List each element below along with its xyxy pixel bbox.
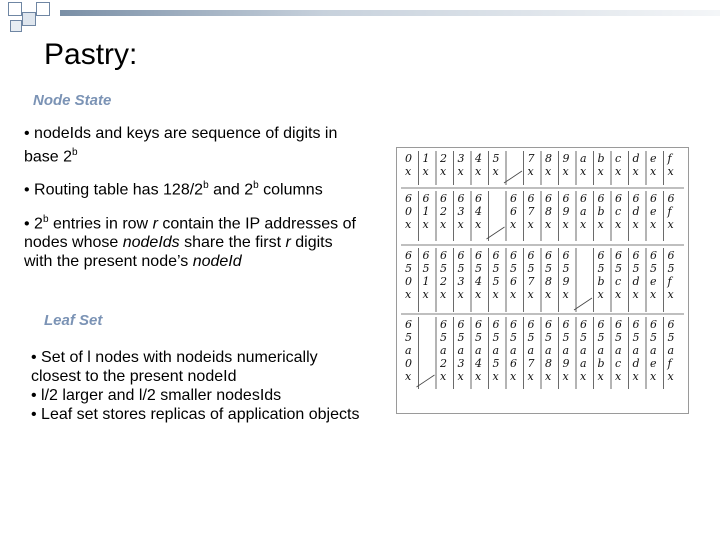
routing-table-digit: x: [422, 165, 429, 178]
routing-table-digit: 6: [475, 192, 482, 205]
decor-square: [8, 2, 22, 16]
routing-table-digit: 5: [597, 331, 605, 344]
routing-table-digit: a: [580, 152, 587, 165]
routing-table-digit: 6: [527, 318, 535, 331]
decor-square: [22, 12, 36, 26]
italic-text: nodeIds: [122, 234, 180, 252]
routing-table-digit: 6: [475, 318, 482, 331]
routing-table-digit: 5: [545, 331, 552, 344]
routing-table-digit: 1: [422, 205, 430, 218]
routing-table-digit: 6: [562, 192, 570, 205]
routing-table-digit: f: [667, 205, 672, 218]
leaf-set-bullet-1: • Set of l nodes with nodeids numerically closest to the present nodeId: [31, 349, 318, 385]
routing-table-digit: 6: [405, 318, 412, 331]
routing-table-digit: 6: [597, 318, 605, 331]
node-state-bullet-3: [24, 210, 362, 271]
routing-table-digit: b: [597, 152, 605, 165]
routing-table-digit: 2: [440, 357, 447, 370]
routing-table-digit: f: [667, 275, 672, 288]
routing-table-digit: 5: [597, 262, 605, 275]
leaf-set-bullet-2: • l/2 larger and l/2 smaller nodesIds: [31, 387, 282, 404]
routing-table-digit: 6: [650, 249, 657, 262]
routing-table-digit: 0: [405, 205, 412, 218]
routing-table-digit: 6: [422, 192, 430, 205]
routing-table-digit: 6: [510, 205, 517, 218]
routing-table-digit: x: [650, 218, 657, 231]
routing-table-digit: a: [650, 344, 657, 357]
routing-table-digit: a: [510, 344, 517, 357]
routing-table-digit: 6: [580, 192, 587, 205]
routing-table-digit: x: [667, 165, 674, 178]
routing-table-digit: x: [580, 165, 587, 178]
routing-table-digit: 6: [510, 357, 517, 370]
routing-table-digit: 6: [650, 192, 657, 205]
routing-table-digit: d: [632, 357, 640, 370]
routing-table-digit: a: [405, 344, 412, 357]
routing-table-digit: x: [440, 288, 447, 301]
routing-table-digit: x: [527, 370, 534, 383]
routing-table-digit: a: [475, 344, 482, 357]
routing-table-digit: 7: [527, 205, 535, 218]
routing-table-digit: 6: [562, 318, 570, 331]
routing-table-digit: 6: [545, 249, 552, 262]
routing-table-digit: x: [527, 218, 534, 231]
routing-table-digit: 5: [667, 331, 675, 344]
routing-table-digit: 7: [527, 275, 535, 288]
routing-table-digit: x: [667, 218, 674, 231]
routing-table-digit: 6: [527, 249, 535, 262]
node-state-bullet-1: [24, 124, 364, 166]
routing-table-digit: 5: [475, 262, 482, 275]
routing-table-digit: 5: [457, 262, 465, 275]
routing-table-digit: 6: [545, 192, 552, 205]
routing-table-digit: x: [597, 165, 604, 178]
routing-table-digit: 5: [527, 331, 535, 344]
routing-table-digit: a: [545, 344, 552, 357]
routing-table-digit: 6: [492, 249, 500, 262]
routing-table-digit: 5: [562, 331, 570, 344]
leaf-set-heading: Leaf Set: [44, 312, 103, 329]
routing-table-digit: a: [580, 205, 587, 218]
routing-table-digit: x: [457, 218, 464, 231]
routing-table-digit: 5: [492, 152, 500, 165]
superscript: b: [253, 180, 259, 191]
routing-table-digit: x: [440, 218, 447, 231]
leaf-set-bullets: [31, 348, 361, 424]
routing-table-digit: x: [632, 165, 639, 178]
routing-table-digit: 5: [492, 357, 500, 370]
routing-table-digit: 6: [440, 318, 447, 331]
routing-table-digit: x: [422, 218, 429, 231]
routing-table-digit: 8: [545, 205, 552, 218]
routing-table-digit: x: [527, 288, 534, 301]
routing-table-digit: 5: [615, 262, 622, 275]
routing-table-digit: x: [615, 370, 622, 383]
routing-table-digit: 6: [510, 249, 517, 262]
routing-table-figure: [396, 147, 689, 414]
routing-table-digit: x: [650, 288, 657, 301]
routing-table-digit: 5: [615, 331, 622, 344]
routing-table-digit: 6: [650, 318, 657, 331]
routing-table-digit: c: [615, 357, 622, 370]
routing-table-digit: 9: [562, 152, 570, 165]
routing-table-digit: x: [615, 218, 622, 231]
bullet-text: • 2: [24, 215, 43, 233]
routing-table-digit: 2: [440, 275, 447, 288]
routing-table-digit: a: [580, 344, 587, 357]
routing-table-digit: x: [510, 218, 517, 231]
routing-table-digit: 7: [527, 152, 535, 165]
italic-text: nodeId: [192, 253, 242, 271]
routing-table-digit: d: [632, 152, 640, 165]
routing-table-digit: 5: [650, 331, 657, 344]
routing-table-digit: x: [440, 370, 447, 383]
routing-table-digit: 1: [422, 275, 430, 288]
routing-table-digit: 6: [457, 318, 465, 331]
bullet-text: columns: [258, 181, 323, 199]
routing-table-digit: 6: [615, 318, 622, 331]
routing-table-digit: 2: [440, 152, 447, 165]
routing-table-digit: x: [667, 288, 674, 301]
routing-table-digit: 6: [667, 318, 675, 331]
routing-table-digit: e: [650, 205, 657, 218]
routing-table-digit: x: [475, 165, 482, 178]
routing-table-digit: 5: [632, 331, 640, 344]
bullet-text: • Routing table has 128/2: [24, 181, 204, 199]
routing-table-digit: 6: [405, 192, 412, 205]
routing-table-digit: 6: [615, 249, 622, 262]
routing-table-digit: 6: [562, 249, 570, 262]
routing-table-digit: x: [457, 370, 464, 383]
own-digit-marker: [417, 375, 435, 387]
routing-table-digit: c: [615, 152, 622, 165]
routing-table-digit: x: [650, 165, 657, 178]
routing-table-digit: x: [405, 370, 412, 383]
routing-table-digit: 5: [422, 262, 430, 275]
routing-table-digit: 3: [457, 275, 465, 288]
routing-table-digit: e: [650, 152, 657, 165]
routing-table-digit: 5: [545, 262, 552, 275]
routing-table-digit: x: [475, 370, 482, 383]
bullet-text: entries in row: [48, 215, 153, 233]
routing-table-digit: 6: [510, 318, 517, 331]
leaf-set-bullet-3: • Leaf set stores replicas of application objects: [31, 406, 360, 423]
routing-table-digit: 0: [405, 275, 412, 288]
routing-table-digit: x: [580, 218, 587, 231]
routing-table-digit: 7: [527, 357, 535, 370]
own-digit-marker: [574, 298, 592, 310]
routing-table: [397, 148, 688, 413]
routing-table-digit: 5: [510, 331, 517, 344]
routing-table-digit: 6: [440, 192, 447, 205]
routing-table-digit: 3: [457, 205, 465, 218]
routing-table-digit: 8: [545, 275, 552, 288]
routing-table-digit: 6: [457, 249, 465, 262]
routing-table-digit: x: [422, 288, 429, 301]
routing-table-digit: 6: [667, 249, 675, 262]
routing-table-digit: b: [597, 205, 605, 218]
routing-table-digit: 6: [527, 192, 535, 205]
routing-table-digit: 6: [632, 249, 640, 262]
routing-table-digit: 6: [510, 275, 517, 288]
superscript: b: [72, 147, 78, 158]
routing-table-digit: x: [510, 370, 517, 383]
routing-table-digit: x: [597, 370, 604, 383]
routing-table-digit: 3: [457, 357, 465, 370]
routing-table-digit: a: [527, 344, 535, 357]
routing-table-digit: x: [475, 218, 482, 231]
routing-table-digit: 4: [475, 275, 482, 288]
routing-table-digit: 6: [440, 249, 447, 262]
routing-table-digit: x: [615, 288, 622, 301]
routing-table-digit: 8: [545, 357, 552, 370]
routing-table-digit: 2: [440, 205, 447, 218]
routing-table-digit: 6: [580, 318, 587, 331]
routing-table-digit: 5: [632, 262, 640, 275]
routing-table-digit: d: [632, 205, 640, 218]
title-gradient-bar: [60, 10, 720, 16]
routing-table-digit: 9: [562, 275, 570, 288]
routing-table-digit: 6: [492, 318, 500, 331]
routing-table-digit: 6: [597, 249, 605, 262]
routing-table-digit: 5: [492, 262, 500, 275]
routing-table-digit: 5: [405, 331, 412, 344]
routing-table-digit: 6: [405, 249, 412, 262]
routing-table-digit: b: [597, 275, 605, 288]
node-state-bullet-2: [24, 176, 364, 199]
superscript: b: [42, 214, 49, 225]
routing-table-digit: a: [492, 344, 500, 357]
routing-table-digit: 9: [562, 357, 570, 370]
routing-table-digit: x: [527, 165, 534, 178]
routing-table-digit: 5: [580, 331, 587, 344]
bullet-text: contain the IP addresses of nodes whose: [24, 215, 356, 252]
routing-table-digit: 6: [615, 192, 622, 205]
routing-table-digit: 4: [475, 205, 482, 218]
routing-table-digit: 5: [562, 262, 570, 275]
routing-table-digit: x: [457, 165, 464, 178]
routing-table-digit: x: [475, 288, 482, 301]
routing-table-digit: 6: [667, 192, 675, 205]
routing-table-digit: x: [545, 218, 552, 231]
routing-table-digit: d: [632, 275, 640, 288]
decor-square: [36, 2, 50, 16]
routing-table-digit: 5: [510, 262, 517, 275]
routing-table-digit: a: [457, 344, 465, 357]
own-digit-marker: [487, 227, 505, 239]
routing-table-digit: 6: [457, 192, 465, 205]
routing-table-digit: 9: [562, 205, 570, 218]
routing-table-digit: x: [562, 165, 569, 178]
routing-table-digit: x: [562, 370, 569, 383]
routing-table-digit: a: [632, 344, 640, 357]
routing-table-digit: x: [597, 288, 604, 301]
routing-table-digit: 6: [545, 318, 552, 331]
routing-table-digit: x: [440, 165, 447, 178]
routing-table-digit: x: [457, 288, 464, 301]
routing-table-digit: 5: [650, 262, 657, 275]
routing-table-digit: x: [405, 218, 412, 231]
italic-text: r: [152, 215, 158, 233]
routing-table-digit: c: [615, 205, 622, 218]
own-digit-marker: [504, 171, 522, 183]
routing-table-digit: x: [510, 288, 517, 301]
routing-table-digit: 4: [475, 357, 482, 370]
routing-table-digit: x: [615, 165, 622, 178]
routing-table-digit: x: [405, 165, 412, 178]
routing-table-digit: x: [492, 370, 499, 383]
routing-table-digit: 6: [632, 192, 640, 205]
routing-table-digit: 5: [527, 262, 535, 275]
routing-table-digit: 5: [405, 262, 412, 275]
routing-table-digit: 5: [440, 262, 447, 275]
routing-table-digit: x: [545, 165, 552, 178]
routing-table-digit: x: [562, 218, 569, 231]
routing-table-digit: 4: [475, 152, 482, 165]
routing-table-digit: 6: [422, 249, 430, 262]
superscript: b: [203, 180, 209, 191]
routing-table-digit: x: [667, 370, 674, 383]
routing-table-digit: x: [632, 288, 639, 301]
bullet-text: digits with the present node’s: [24, 234, 333, 271]
routing-table-digit: x: [492, 288, 499, 301]
routing-table-digit: 6: [510, 192, 517, 205]
bullet-text: • nodeIds and keys are sequence of digits in base 2: [24, 125, 338, 166]
routing-table-digit: a: [580, 357, 587, 370]
routing-table-digit: x: [545, 288, 552, 301]
routing-table-digit: 6: [632, 318, 640, 331]
routing-table-digit: a: [562, 344, 570, 357]
routing-table-digit: 5: [492, 275, 500, 288]
routing-table-digit: x: [405, 288, 412, 301]
routing-table-digit: 5: [475, 331, 482, 344]
routing-table-digit: 6: [597, 192, 605, 205]
bullet-text: and 2: [208, 181, 254, 199]
routing-table-digit: x: [562, 288, 569, 301]
routing-table-digit: b: [597, 357, 605, 370]
routing-table-digit: a: [440, 344, 447, 357]
routing-table-digit: 1: [422, 152, 430, 165]
routing-table-digit: 5: [457, 331, 465, 344]
title-decoration: [0, 0, 720, 30]
slide-title: Pastry:: [44, 38, 138, 71]
routing-table-digit: x: [545, 370, 552, 383]
routing-table-digit: 8: [545, 152, 552, 165]
routing-table-digit: e: [650, 275, 657, 288]
bullet-text: share the first: [179, 234, 286, 252]
routing-table-digit: a: [667, 344, 675, 357]
routing-table-digit: x: [597, 218, 604, 231]
routing-table-digit: x: [632, 370, 639, 383]
routing-table-digit: e: [650, 357, 657, 370]
routing-table-digit: x: [492, 165, 499, 178]
routing-table-digit: 3: [457, 152, 465, 165]
routing-table-digit: x: [632, 218, 639, 231]
routing-table-digit: c: [615, 275, 622, 288]
routing-table-digit: x: [650, 370, 657, 383]
routing-table-digit: x: [580, 370, 587, 383]
routing-table-digit: a: [615, 344, 622, 357]
decor-square: [10, 20, 22, 32]
routing-table-digit: f: [667, 357, 672, 370]
italic-text: r: [285, 234, 291, 252]
routing-table-digit: 6: [475, 249, 482, 262]
node-state-heading: Node State: [33, 92, 112, 109]
routing-table-digit: 5: [492, 331, 500, 344]
routing-table-digit: a: [597, 344, 605, 357]
routing-table-digit: 5: [440, 331, 447, 344]
routing-table-digit: 0: [405, 357, 412, 370]
routing-table-digit: f: [667, 152, 672, 165]
routing-table-digit: 0: [405, 152, 412, 165]
routing-table-digit: 5: [667, 262, 675, 275]
